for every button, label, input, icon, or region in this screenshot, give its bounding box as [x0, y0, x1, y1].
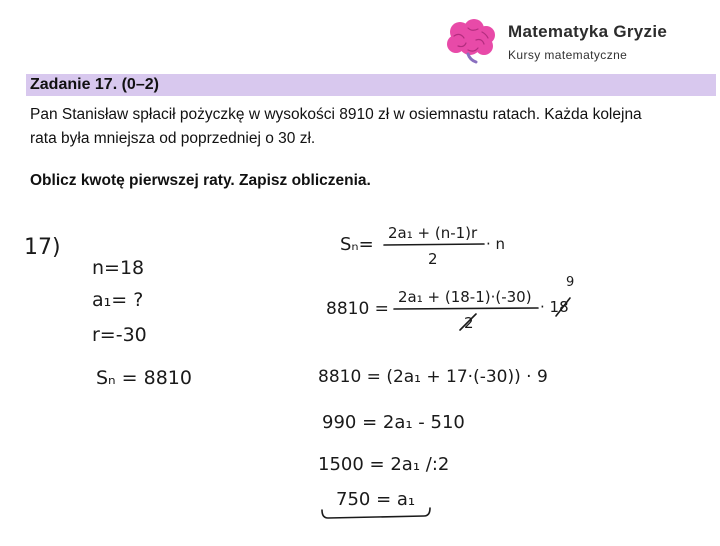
step-1: 8810 = (2a₁ + 17·(-30)) · 9 — [318, 367, 548, 387]
sub-fraction-bar — [394, 308, 538, 309]
task-title: Zadanie 17. (0–2) — [30, 76, 159, 93]
brand-title: Matematyka Gryzie — [508, 22, 668, 41]
final-answer: 750 = a₁ — [336, 489, 416, 510]
formula-lhs: Sₙ= — [340, 234, 374, 255]
given-r: r=-30 — [92, 324, 147, 346]
task-instruction: Oblicz kwotę pierwszej raty. Zapisz obliczenia. — [30, 172, 371, 189]
sub-lhs: 8810 = — [326, 299, 389, 319]
sub-cancel-result: 9 — [566, 275, 575, 290]
formula-tail: · n — [486, 235, 506, 253]
step-2: 990 = 2a₁ - 510 — [322, 412, 465, 433]
given-n: n=18 — [92, 257, 145, 279]
solution-number: 17) — [24, 235, 61, 260]
formula-numerator: 2a₁ + (n-1)r — [388, 224, 478, 242]
sub-denominator: 2 — [464, 314, 474, 332]
sub-numerator: 2a₁ + (18-1)·(-30) — [398, 288, 532, 306]
formula-fraction-bar — [384, 244, 484, 245]
task-line-1: Pan Stanisław spłacił pożyczkę w wysokości 8910 zł w osiemnastu ratach. Każda kolejna — [30, 106, 642, 123]
step-3: 1500 = 2a₁ /:2 — [318, 454, 450, 475]
formula-denominator: 2 — [428, 250, 438, 268]
task-line-2: rata była mniejsza od poprzedniej o 30 zł. — [30, 130, 316, 147]
given-sn: Sₙ = 8810 — [96, 367, 192, 389]
brand-subtitle: Kursy matematyczne — [508, 48, 628, 62]
sub-tail: · 18 — [540, 298, 569, 316]
given-a1: a₁= ? — [92, 289, 144, 311]
